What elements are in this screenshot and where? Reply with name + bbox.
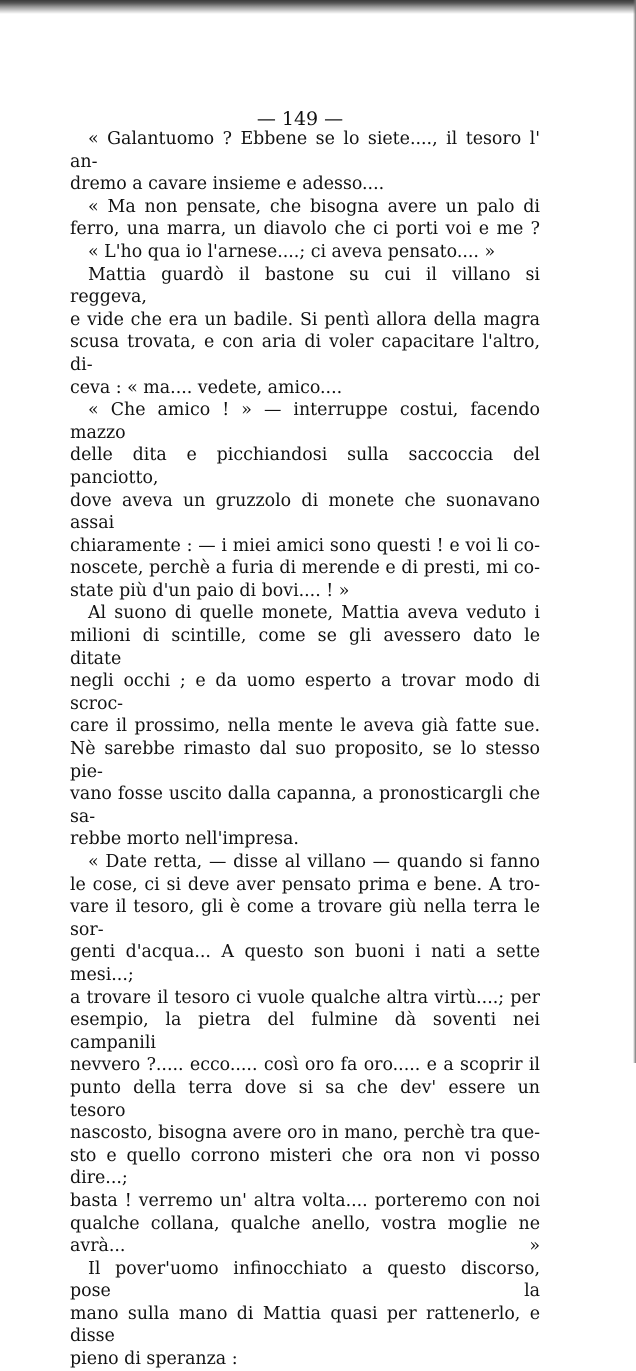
text-line: « Galantuomo ? Ebbene se lo siete...., il tesoro l' an- (70, 129, 540, 172)
text-line: ferro, una marra, un diavolo che ci porti voi e me ? (70, 219, 540, 240)
text-line: pieno di speranza : (70, 1349, 238, 1370)
text-line: vare il tesoro, gli è come a trovare giù nella terra le sor- (70, 897, 540, 940)
text-line: esempio, la pietra del fulmine dà soventi nei campanili (70, 1010, 540, 1053)
text-line: state più d'un paio di bovi.... ! » (70, 580, 350, 601)
text-line: ceva : « ma.... vedete, amico.... (70, 377, 343, 398)
text-line: nascosto, bisogna avere oro in mano, perchè tra que- (70, 1123, 540, 1144)
text-line: qualche collana, qualche anello, vostra moglie ne avrà... » (70, 1213, 540, 1257)
text-line: « L'ho qua io l'arnese....; ci aveva pensato.... » (88, 241, 496, 262)
text-line: chiaramente : — i miei amici sono questi ! e voi li co- (70, 535, 540, 556)
text-line: negli occhi ; e da uomo esperto a trovar modo di scroc- (70, 671, 540, 714)
text-line: noscete, perchè a furia di merende e di presti, mi co- (70, 558, 540, 579)
text-line: basta ! verremo un' altra volta.... porteremo con noi (70, 1190, 540, 1211)
text-line: Mattia guardò il bastone su cui il villano si reggeva, (70, 264, 540, 308)
text-line: « Ma non pensate, che bisogna avere un palo di (88, 196, 540, 217)
text-line: Nè sarebbe rimasto dal suo proposito, se lo stesso pie- (70, 739, 540, 782)
text-line: a trovare il tesoro ci vuole qualche altra virtù....; per (70, 987, 540, 1008)
text-line: e vide che era un badile. Si pentì allora della magra (70, 309, 540, 330)
text-line: rebbe morto nell'impresa. (70, 829, 299, 850)
text-line: nevvero ?..... ecco..... così oro fa oro..... e a scoprir il (70, 1055, 540, 1076)
text-line: mano sulla mano di Mattia quasi per rattenerlo, e disse (70, 1303, 540, 1347)
text-line: Il pover'uomo infinocchiato a questo discorso, pose la (70, 1258, 540, 1302)
text-line: milioni di scintille, come se gli avessero dato le ditate (70, 626, 540, 669)
text-line: punto della terra dove si sa che dev' essere un tesoro (70, 1077, 540, 1121)
text-line: genti d'acqua... A questo son buoni i nati a sette mesi...; (70, 942, 540, 985)
text-line: sto e quello corrono misteri che ora non vi posso dire...; (70, 1145, 540, 1189)
text-line: delle dita e picchiandosi sulla saccoccia del panciotto, (70, 445, 540, 488)
text-line: « Date retta, — disse al villano — quando si fanno (88, 852, 540, 872)
body-text (70, 128, 540, 1371)
text-line: Al suono di quelle monete, Mattia aveva veduto i (88, 603, 540, 624)
text-line: care il prossimo, nella mente le aveva già fatte sue. (70, 716, 540, 737)
scan-top-edge-shadow (0, 0, 636, 14)
text-line: dove aveva un gruzzolo di monete che suonavano assai (70, 490, 540, 534)
text-line: vano fosse uscito dalla capanna, a pronosticargli che sa- (70, 784, 540, 827)
text-line: dremo a cavare insieme e adesso.... (70, 174, 385, 195)
page-number: — 149 — (256, 108, 344, 130)
text-line: scusa trovata, e con aria di voler capacitare l'altro, di- (70, 332, 540, 375)
text-line: le cose, ci si deve aver pensato prima e bene. A tro- (70, 874, 540, 895)
text-line: « Che amico ! » — interruppe costui, facendo mazzo (70, 400, 540, 443)
